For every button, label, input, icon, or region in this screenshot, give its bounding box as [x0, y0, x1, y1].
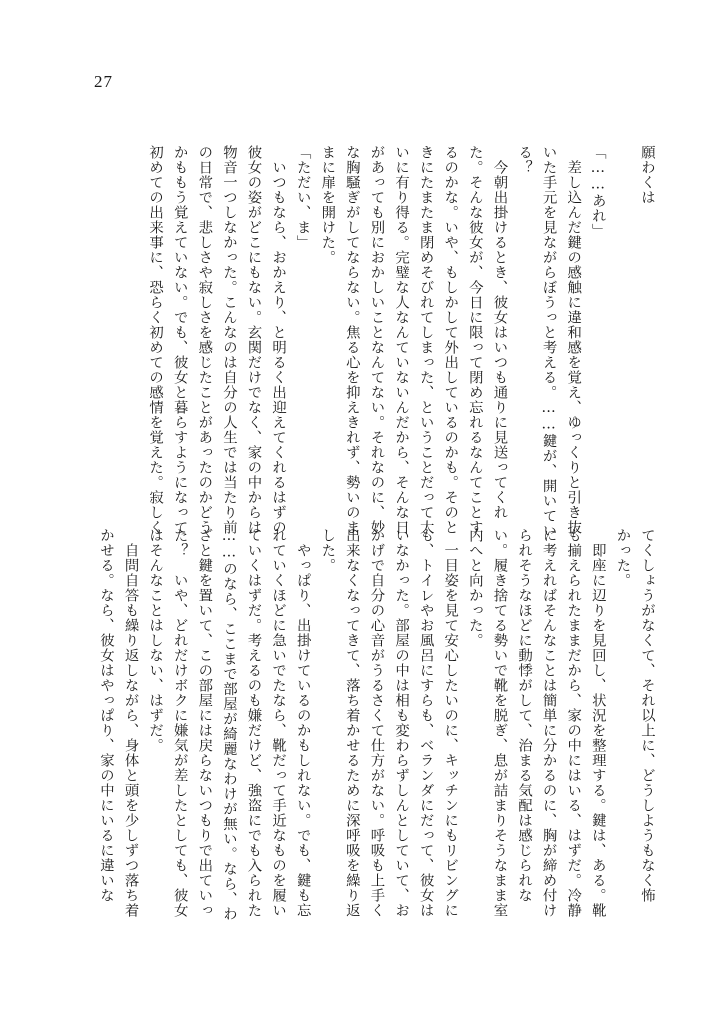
text-line: られそうなほどに動悸がして、治まる気配は感じられな [516, 528, 533, 903]
text-line: かせる。なら、彼女はやっぱり、家の中にいるに違いな [97, 528, 114, 903]
text-line: きにたまたま閉めそびれてしまった、ということだって大 [417, 145, 434, 535]
text-line: も揃えられたままだから、家の中にはいる、はずだ。冷静 [565, 528, 582, 918]
text-line: 彼女の姿がどこにもない。玄関だけでなく、家の中からは [245, 145, 262, 535]
page-number: 27 [94, 72, 113, 91]
text-line: るのかな。いや、もしかして外出しているのかも。そのと [442, 145, 459, 535]
text-line: 今朝出掛けるとき、彼女はいつも通りに見送ってくれ [491, 145, 508, 520]
text-line: ていくはずだ。考えるのも嫌だけど、強盗にでも入られた [245, 528, 262, 918]
text-line: てくしょうがなくて、それ以上に、どうしようもなく怖 [639, 528, 655, 903]
text-line: 一目姿を見て安心したいのに、キッチンにもリビングに [442, 528, 459, 918]
text-line: に考えればそんなことは簡単に分かるのに、胸が締め付け [540, 528, 557, 918]
text-line: 「……あれ」 [589, 145, 606, 239]
text-line: かげで自分の心音がうるさくて仕方がない。呼吸も上手く [368, 528, 385, 918]
text-line: な胸騒ぎがしてならない。焦る心を抑えきれず、勢いのま [343, 145, 360, 535]
text-line: はそんなことはしない、はずだ。 [147, 528, 164, 753]
text-line: いなかった。部屋の中は相も変わらずしんとしていて、お [393, 528, 410, 918]
text-line: 自問自答も繰り返しながら、身体と頭を少しずつ落ち着 [122, 528, 139, 918]
text-line: かった。 [614, 528, 631, 588]
text-line: いに有り得る。完璧な人なんていないんだから、そんな日 [393, 145, 410, 535]
text-line: まに扉を開けた。 [319, 145, 336, 265]
text-line: 物音一つしなかった。こんなのは自分の人生では当たり前 [220, 145, 237, 535]
text-line: いつもなら、おかえり、と明るく出迎えてくれるはずの [270, 145, 287, 535]
text-line: 出来なくなってきて、落ち着かせるために深呼吸を繰り返 [343, 528, 360, 918]
text-line: た。そんな彼女が、今日に限って閉め忘れるなんてことす [466, 145, 483, 535]
text-line: も、トイレやお風呂にすらも、ベランダにだって、彼女は [417, 528, 434, 918]
text-line: ざと鍵を置いて、この部屋には戻らないつもりで出ていっ [196, 528, 213, 918]
text-line: した。 [319, 528, 336, 573]
text-line: る？ [516, 145, 533, 175]
text-line: い。履き捨てる勢いで靴を脱ぎ、息が詰まりそうなまま室 [491, 528, 508, 918]
chapter-title: 願わくは [639, 145, 655, 205]
text-line: た？ いや、どれだけボクに嫌気が差したとしても、彼女 [171, 528, 188, 918]
text-line: 即座に辺りを見回し、状況を整理する。鍵は、ある。靴 [589, 528, 606, 918]
text-line [610, 145, 635, 495]
text-line: かももう覚えていない。でも、彼女と暮らすようになって [171, 145, 188, 535]
text-line: れていくほどに急いでたなら、靴だって手近なものを履い [270, 528, 287, 918]
text-line: 「ただい、ま」 [294, 145, 311, 250]
text-line: 差し込んだ鍵の感触に違和感を覚え、ゆっくりと引き抜 [565, 145, 582, 535]
lower-text-block [97, 528, 659, 922]
text-line: いた手元を見ながらぼうっと考える。……鍵が、開いてい [540, 145, 557, 539]
text-line: 内へと向かった。 [466, 528, 483, 648]
text-line: 初めての出来事に、恐らく初めての感情を覚えた。寂しく [147, 145, 164, 535]
text-line: やっぱり、出掛けているのかもしれない。でも、鍵も忘 [294, 528, 311, 918]
text-line: ……のなら、ここまで部屋が綺麗なわけが無い。なら、わ [220, 528, 237, 922]
text-line: の日常で、悲しさや寂しさを感じたことがあったのかどう [196, 145, 213, 535]
text-line: があっても別におかしいことなんてない。それなのに、妙 [368, 145, 385, 535]
upper-text-block [111, 145, 659, 539]
